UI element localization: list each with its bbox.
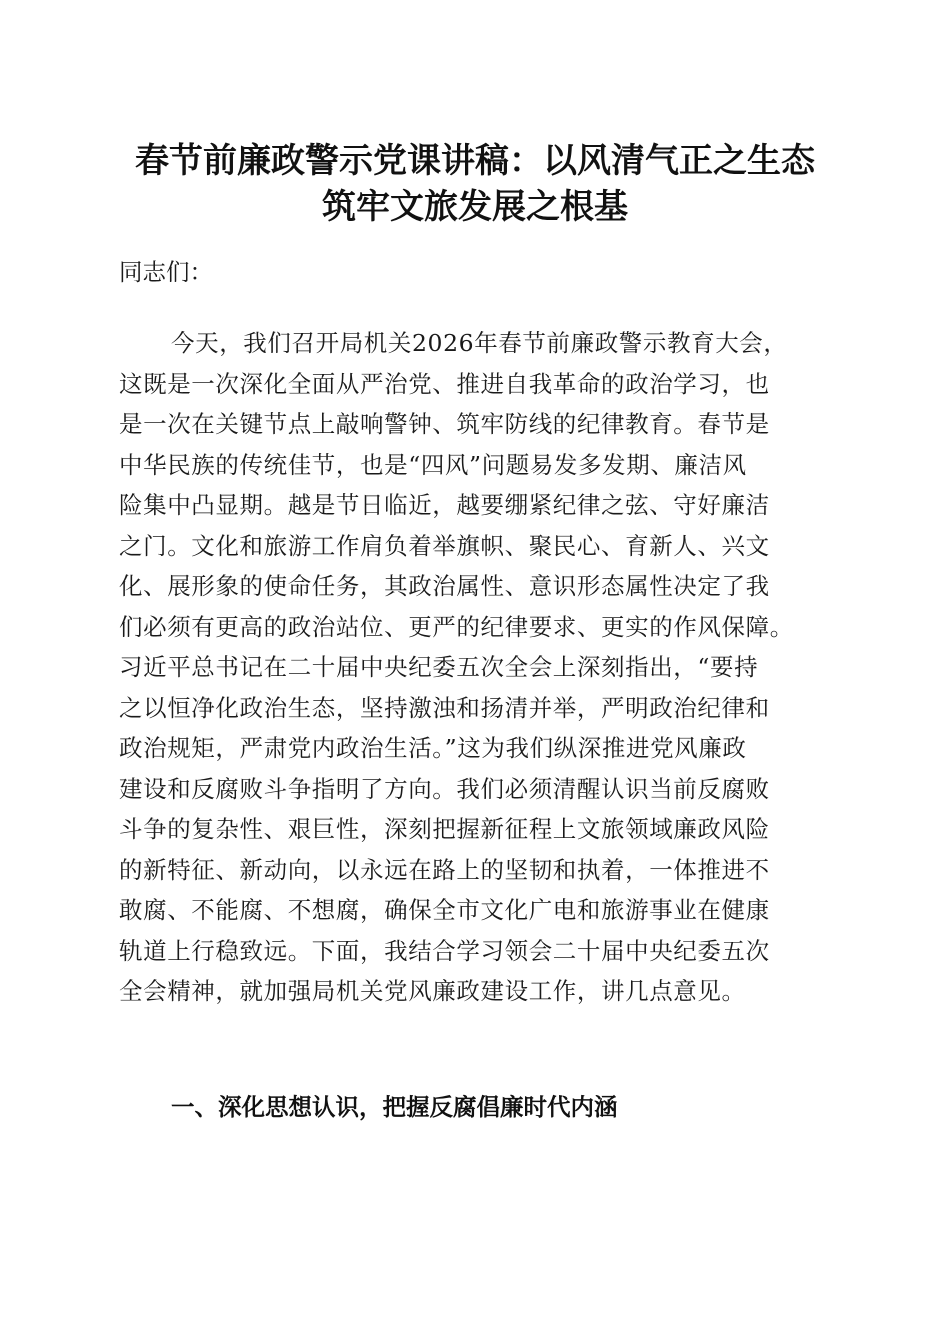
- paragraph-line: 是一次在关键节点上敲响警钟、筑牢防线的纪律教育。春节是: [119, 410, 770, 438]
- title-line-2: 筑牢文旅发展之根基: [322, 187, 628, 227]
- paragraph-line: 建设和反腐败斗争指明了方向。我们必须清醒认识当前反腐败: [119, 774, 770, 803]
- paragraph-line: 们必须有更高的政治站位、更严的纪律要求、更实的作风保障。: [119, 612, 794, 641]
- section-heading-1: 一、深化思想认识，把握反腐倡廉时代内涵: [171, 1093, 618, 1121]
- paragraph-line: 之以恒净化政治生态，坚持激浊和扬清并举，严明政治纪律和: [119, 693, 770, 722]
- paragraph-line: 全会精神，就加强局机关党风廉政建设工作，讲几点意见。: [119, 977, 746, 1005]
- document-title: [90, 138, 860, 230]
- paragraph-line: 中华民族的传统佳节，也是“四风”问题易发多发期、廉洁风: [119, 450, 747, 479]
- title-line-1: 春节前廉政警示党课讲稿：以风清气正之生态: [135, 141, 815, 181]
- paragraph-line: 敢腐、不能腐、不想腐，确保全市文化广电和旅游事业在健康: [119, 896, 770, 924]
- paragraph-line: 今天，我们召开局机关2026年春节前廉政警示教育大会，: [171, 329, 788, 357]
- paragraph-line: 之门。文化和旅游工作肩负着举旗帜、聚民心、育新人、兴文: [119, 531, 770, 560]
- paragraph-line: 化、展形象的使命任务，其政治属性、意识形态属性决定了我: [119, 572, 770, 600]
- paragraph-1: [119, 323, 831, 1012]
- paragraph-line: 险集中凸显期。越是节日临近，越要绷紧纪律之弦、守好廉洁: [119, 491, 770, 519]
- paragraph-line: 轨道上行稳致远。下面，我结合学习领会二十届中央纪委五次: [119, 936, 770, 965]
- paragraph-line: 的新特征、新动向，以永远在路上的坚韧和执着，一体推进不: [119, 855, 770, 884]
- paragraph-line: 斗争的复杂性、艰巨性，深刻把握新征程上文旅领域廉政风险: [119, 815, 770, 843]
- paragraph-line: 这既是一次深化全面从严治党、推进自我革命的政治学习，也: [119, 369, 770, 398]
- paragraph-line: 习近平总书记在二十届中央纪委五次全会上深刻指出，“要持: [119, 653, 759, 681]
- paragraph-line: 政治规矩，严肃党内政治生活。”这为我们纵深推进党风廉政: [119, 734, 747, 762]
- salutation: 同志们：: [119, 258, 213, 286]
